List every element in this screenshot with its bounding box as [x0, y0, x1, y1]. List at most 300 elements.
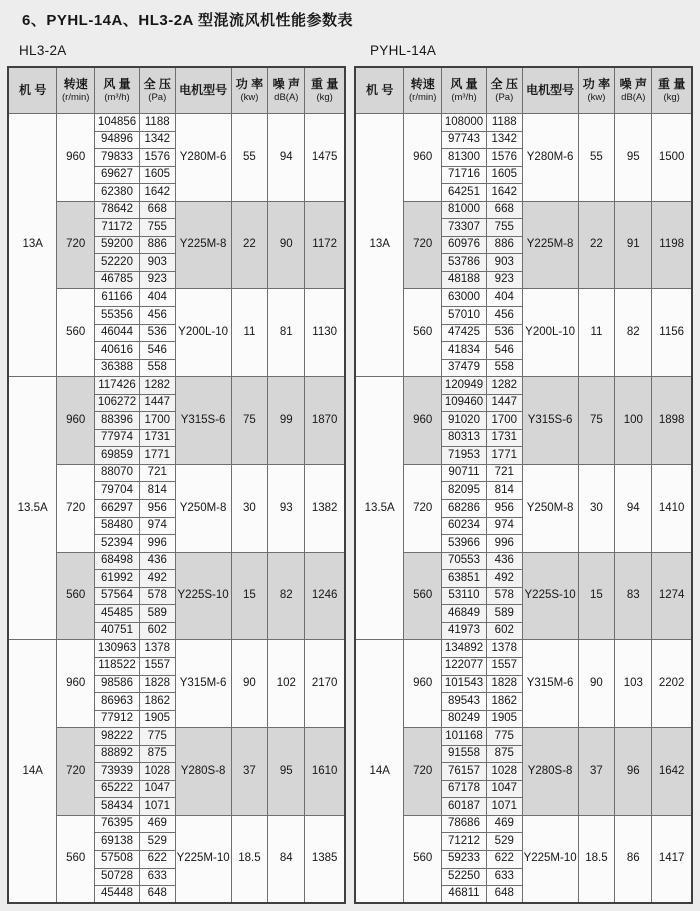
cell-pressure: 886 [139, 236, 175, 254]
cell-pressure: 404 [486, 289, 522, 307]
cell-motor: Y225M-10 [175, 815, 231, 903]
cell-weight: 1642 [652, 728, 692, 816]
cell-airflow: 61992 [95, 570, 140, 588]
cell-pressure: 578 [139, 587, 175, 605]
cell-airflow: 71172 [95, 219, 140, 237]
cell-weight: 1870 [305, 377, 345, 465]
cell-pressure: 546 [139, 342, 175, 360]
cell-pressure: 996 [139, 535, 175, 553]
cell-airflow: 76395 [95, 815, 140, 833]
cell-airflow: 91020 [442, 412, 487, 430]
cell-weight: 1898 [652, 377, 692, 465]
cell-pressure: 1605 [486, 166, 522, 184]
cell-motor: Y315M-6 [175, 640, 231, 728]
cell-noise: 102 [268, 640, 305, 728]
col-header-unit: (Pa) [495, 91, 514, 103]
table-row [8, 289, 345, 307]
cell-airflow: 60187 [442, 798, 487, 816]
cell-pressure: 633 [486, 868, 522, 886]
cell-speed: 720 [57, 728, 95, 816]
cell-weight: 2202 [652, 640, 692, 728]
spec-table-hl3-2a [7, 66, 346, 904]
cell-airflow: 77912 [95, 710, 140, 728]
cell-airflow: 68498 [95, 552, 140, 570]
cell-pressure: 974 [139, 517, 175, 535]
table-row [8, 552, 345, 570]
cell-airflow: 40616 [95, 342, 140, 360]
cell-pressure: 755 [486, 219, 522, 237]
cell-motor: Y250M-8 [522, 464, 578, 552]
cell-airflow: 55356 [95, 307, 140, 325]
cell-speed: 560 [57, 815, 95, 903]
cell-airflow: 94896 [95, 131, 140, 149]
table-row [355, 201, 692, 219]
tables-container [0, 30, 700, 904]
col-header-motor [522, 67, 578, 114]
cell-pressure: 648 [486, 886, 522, 904]
cell-pressure: 1700 [486, 412, 522, 430]
col-header-main: 功 率 [582, 77, 611, 92]
cell-pressure: 589 [486, 605, 522, 623]
cell-motor: Y225S-10 [175, 552, 231, 640]
cell-power: 22 [578, 201, 615, 289]
table-label: HL3-2A [19, 43, 67, 58]
cell-pressure: 1576 [139, 149, 175, 167]
cell-model: 13.5A [355, 377, 404, 640]
cell-pressure: 492 [486, 570, 522, 588]
cell-pressure: 1378 [486, 640, 522, 658]
col-header-unit: dB(A) [621, 91, 646, 103]
cell-pressure: 775 [486, 728, 522, 746]
cell-weight: 1274 [652, 552, 692, 640]
cell-airflow: 77974 [95, 429, 140, 447]
cell-pressure: 923 [139, 271, 175, 289]
cell-speed: 560 [57, 289, 95, 377]
cell-pressure: 903 [139, 254, 175, 272]
cell-airflow: 57564 [95, 587, 140, 605]
cell-airflow: 59200 [95, 236, 140, 254]
cell-airflow: 45448 [95, 886, 140, 904]
cell-noise: 83 [615, 552, 652, 640]
cell-pressure: 903 [486, 254, 522, 272]
spec-table-pyhl-14a [354, 66, 693, 904]
cell-power: 90 [231, 640, 268, 728]
cell-speed: 720 [404, 728, 442, 816]
cell-pressure: 1447 [139, 394, 175, 412]
col-header-weight [652, 67, 692, 114]
cell-pressure: 589 [139, 605, 175, 623]
cell-noise: 100 [615, 377, 652, 465]
cell-pressure: 558 [486, 359, 522, 377]
col-header-main: 重 量 [658, 77, 686, 92]
col-header-model [355, 67, 404, 114]
cell-pressure: 1771 [139, 447, 175, 465]
cell-speed: 960 [57, 114, 95, 202]
cell-noise: 93 [268, 464, 305, 552]
cell-airflow: 134892 [442, 640, 487, 658]
cell-pressure: 1447 [486, 394, 522, 412]
cell-airflow: 117426 [95, 377, 140, 395]
col-header-model [8, 67, 57, 114]
cell-airflow: 130963 [95, 640, 140, 658]
cell-airflow: 81300 [442, 149, 487, 167]
cell-speed: 560 [404, 552, 442, 640]
cell-airflow: 76157 [442, 763, 487, 781]
cell-airflow: 63000 [442, 289, 487, 307]
table-row [355, 289, 692, 307]
cell-power: 75 [578, 377, 615, 465]
cell-pressure: 1828 [139, 675, 175, 693]
col-header-main: 风 量 [450, 77, 478, 92]
cell-pressure: 622 [139, 850, 175, 868]
col-header-unit: (kg) [663, 91, 680, 103]
cell-pressure: 923 [486, 271, 522, 289]
cell-airflow: 71212 [442, 833, 487, 851]
cell-pressure: 1071 [486, 798, 522, 816]
cell-pressure: 1905 [139, 710, 175, 728]
cell-airflow: 68286 [442, 500, 487, 518]
cell-pressure: 875 [486, 745, 522, 763]
cell-power: 55 [578, 114, 615, 202]
cell-airflow: 82095 [442, 482, 487, 500]
cell-weight: 1172 [305, 201, 345, 289]
page-title: 6、PYHL-14A、HL3-2A 型混流风机性能参数表 [22, 12, 353, 29]
cell-speed: 960 [57, 377, 95, 465]
cell-pressure: 721 [139, 464, 175, 482]
header-row [355, 67, 692, 114]
cell-airflow: 69859 [95, 447, 140, 465]
cell-speed: 720 [57, 201, 95, 289]
cell-airflow: 73307 [442, 219, 487, 237]
table-row [8, 728, 345, 746]
cell-power: 11 [231, 289, 268, 377]
cell-speed: 960 [404, 640, 442, 728]
cell-motor: Y280S-8 [522, 728, 578, 816]
cell-weight: 1417 [652, 815, 692, 903]
cell-pressure: 456 [139, 307, 175, 325]
cell-pressure: 775 [139, 728, 175, 746]
table-row [355, 640, 692, 658]
cell-noise: 94 [268, 114, 305, 202]
cell-power: 15 [578, 552, 615, 640]
cell-airflow: 97743 [442, 131, 487, 149]
cell-weight: 1410 [652, 464, 692, 552]
cell-power: 37 [231, 728, 268, 816]
cell-airflow: 41834 [442, 342, 487, 360]
cell-pressure: 875 [139, 745, 175, 763]
col-header-pressure [486, 67, 522, 114]
cell-airflow: 36388 [95, 359, 140, 377]
cell-pressure: 1047 [139, 780, 175, 798]
col-header-unit: (kw) [240, 91, 259, 103]
cell-noise: 96 [615, 728, 652, 816]
cell-pressure: 648 [139, 886, 175, 904]
cell-pressure: 956 [486, 500, 522, 518]
cell-model: 13A [8, 114, 57, 377]
cell-airflow: 63851 [442, 570, 487, 588]
cell-airflow: 80313 [442, 429, 487, 447]
table-row [8, 464, 345, 482]
cell-pressure: 436 [486, 552, 522, 570]
cell-airflow: 104856 [95, 114, 140, 132]
cell-pressure: 529 [139, 833, 175, 851]
cell-pressure: 1188 [139, 114, 175, 132]
cell-weight: 1246 [305, 552, 345, 640]
cell-airflow: 79704 [95, 482, 140, 500]
cell-pressure: 1282 [486, 377, 522, 395]
cell-speed: 720 [57, 464, 95, 552]
cell-pressure: 633 [139, 868, 175, 886]
col-header-unit: (r/min) [62, 91, 90, 103]
table-row [355, 815, 692, 833]
cell-airflow: 41973 [442, 622, 487, 640]
cell-motor: Y280M-6 [522, 114, 578, 202]
cell-pressure: 814 [139, 482, 175, 500]
cell-noise: 90 [268, 201, 305, 289]
cell-pressure: 469 [139, 815, 175, 833]
cell-airflow: 71953 [442, 447, 487, 465]
cell-pressure: 755 [139, 219, 175, 237]
cell-pressure: 1771 [486, 447, 522, 465]
col-header-main: 噪 声 [619, 77, 647, 92]
cell-speed: 960 [404, 377, 442, 465]
cell-airflow: 67178 [442, 780, 487, 798]
col-header-noise [615, 67, 652, 114]
cell-model: 13A [355, 114, 404, 377]
cell-airflow: 60234 [442, 517, 487, 535]
cell-airflow: 89543 [442, 693, 487, 711]
cell-pressure: 404 [139, 289, 175, 307]
cell-noise: 91 [615, 201, 652, 289]
cell-speed: 560 [404, 815, 442, 903]
cell-power: 30 [231, 464, 268, 552]
cell-noise: 86 [615, 815, 652, 903]
col-header-main: 电机型号 [526, 82, 575, 97]
cell-pressure: 886 [486, 236, 522, 254]
col-header-main: 转速 [63, 77, 88, 92]
cell-airflow: 52220 [95, 254, 140, 272]
cell-airflow: 65222 [95, 780, 140, 798]
cell-airflow: 88070 [95, 464, 140, 482]
col-header-pressure [139, 67, 175, 114]
cell-pressure: 974 [486, 517, 522, 535]
cell-noise: 95 [615, 114, 652, 202]
cell-motor: Y280M-6 [175, 114, 231, 202]
cell-motor: Y225M-10 [522, 815, 578, 903]
cell-speed: 560 [57, 552, 95, 640]
cell-noise: 94 [615, 464, 652, 552]
cell-weight: 1475 [305, 114, 345, 202]
cell-pressure: 1188 [486, 114, 522, 132]
col-header-unit: (m³/h) [104, 91, 130, 103]
cell-airflow: 98586 [95, 675, 140, 693]
cell-weight: 1500 [652, 114, 692, 202]
cell-airflow: 120949 [442, 377, 487, 395]
cell-power: 22 [231, 201, 268, 289]
col-header-motor [175, 67, 231, 114]
cell-model: 14A [355, 640, 404, 903]
cell-motor: Y225M-8 [175, 201, 231, 289]
cell-pressure: 1282 [139, 377, 175, 395]
cell-power: 37 [578, 728, 615, 816]
cell-pressure: 1642 [486, 184, 522, 202]
cell-airflow: 46849 [442, 605, 487, 623]
cell-speed: 720 [404, 464, 442, 552]
cell-model: 13.5A [8, 377, 57, 640]
col-header-main: 全 压 [143, 77, 171, 92]
cell-airflow: 69138 [95, 833, 140, 851]
col-header-power [578, 67, 615, 114]
cell-pressure: 529 [486, 833, 522, 851]
cell-airflow: 70553 [442, 552, 487, 570]
cell-pressure: 668 [139, 201, 175, 219]
cell-airflow: 79833 [95, 149, 140, 167]
cell-airflow: 78686 [442, 815, 487, 833]
cell-pressure: 456 [486, 307, 522, 325]
cell-power: 75 [231, 377, 268, 465]
cell-noise: 84 [268, 815, 305, 903]
cell-airflow: 88892 [95, 745, 140, 763]
cell-airflow: 48188 [442, 271, 487, 289]
cell-pressure: 1071 [139, 798, 175, 816]
col-header-unit: (r/min) [409, 91, 437, 103]
cell-airflow: 57010 [442, 307, 487, 325]
cell-noise: 82 [615, 289, 652, 377]
cell-pressure: 536 [486, 324, 522, 342]
table-label: PYHL-14A [370, 43, 437, 58]
table-row [8, 640, 345, 658]
cell-airflow: 78642 [95, 201, 140, 219]
cell-airflow: 40751 [95, 622, 140, 640]
col-header-noise [268, 67, 305, 114]
table-block-pyhl-14a [354, 30, 693, 904]
cell-airflow: 46811 [442, 886, 487, 904]
col-header-unit: (kg) [316, 91, 333, 103]
cell-pressure: 1028 [139, 763, 175, 781]
cell-airflow: 59233 [442, 850, 487, 868]
header-row [8, 67, 345, 114]
cell-airflow: 46044 [95, 324, 140, 342]
col-header-main: 重 量 [311, 77, 339, 92]
cell-motor: Y225M-8 [522, 201, 578, 289]
cell-pressure: 1047 [486, 780, 522, 798]
cell-airflow: 98222 [95, 728, 140, 746]
cell-airflow: 90711 [442, 464, 487, 482]
cell-pressure: 1557 [139, 657, 175, 675]
cell-pressure: 1731 [486, 429, 522, 447]
cell-airflow: 66297 [95, 500, 140, 518]
cell-airflow: 50728 [95, 868, 140, 886]
cell-pressure: 1605 [139, 166, 175, 184]
cell-noise: 103 [615, 640, 652, 728]
table-row [8, 377, 345, 395]
table-block-hl3-2a [7, 30, 346, 904]
cell-pressure: 622 [486, 850, 522, 868]
cell-airflow: 45485 [95, 605, 140, 623]
cell-pressure: 1028 [486, 763, 522, 781]
cell-pressure: 1862 [486, 693, 522, 711]
col-header-main: 机 号 [19, 82, 47, 97]
col-header-speed [404, 67, 442, 114]
cell-airflow: 108000 [442, 114, 487, 132]
col-header-unit: (m³/h) [451, 91, 477, 103]
cell-weight: 1156 [652, 289, 692, 377]
table-row [355, 114, 692, 132]
cell-weight: 2170 [305, 640, 345, 728]
cell-pressure: 1731 [139, 429, 175, 447]
cell-airflow: 109460 [442, 394, 487, 412]
cell-airflow: 101543 [442, 675, 487, 693]
cell-airflow: 46785 [95, 271, 140, 289]
cell-airflow: 57508 [95, 850, 140, 868]
cell-pressure: 814 [486, 482, 522, 500]
col-header-airflow [442, 67, 487, 114]
cell-power: 30 [578, 464, 615, 552]
cell-airflow: 118522 [95, 657, 140, 675]
cell-noise: 82 [268, 552, 305, 640]
col-header-weight [305, 67, 345, 114]
table-row [355, 464, 692, 482]
catalog-page [0, 9, 700, 904]
col-header-main: 机 号 [366, 82, 394, 97]
col-header-unit: dB(A) [274, 91, 299, 103]
cell-speed: 960 [57, 640, 95, 728]
cell-speed: 720 [404, 201, 442, 289]
cell-weight: 1198 [652, 201, 692, 289]
cell-pressure: 956 [139, 500, 175, 518]
cell-model: 14A [8, 640, 57, 903]
cell-pressure: 492 [139, 570, 175, 588]
cell-power: 90 [578, 640, 615, 728]
cell-power: 15 [231, 552, 268, 640]
col-header-main: 功 率 [235, 77, 264, 92]
cell-noise: 95 [268, 728, 305, 816]
col-header-unit: (kw) [587, 91, 606, 103]
col-header-airflow [95, 67, 140, 114]
cell-pressure: 1576 [486, 149, 522, 167]
cell-motor: Y315S-6 [175, 377, 231, 465]
cell-power: 18.5 [578, 815, 615, 903]
cell-speed: 960 [404, 114, 442, 202]
cell-airflow: 80249 [442, 710, 487, 728]
cell-airflow: 53110 [442, 587, 487, 605]
cell-airflow: 58480 [95, 517, 140, 535]
cell-motor: Y315M-6 [522, 640, 578, 728]
cell-noise: 99 [268, 377, 305, 465]
cell-airflow: 60976 [442, 236, 487, 254]
cell-pressure: 558 [139, 359, 175, 377]
col-header-main: 噪 声 [272, 77, 300, 92]
cell-airflow: 91558 [442, 745, 487, 763]
col-header-unit: (Pa) [148, 91, 167, 103]
cell-pressure: 1557 [486, 657, 522, 675]
cell-pressure: 1642 [139, 184, 175, 202]
col-header-main: 风 量 [103, 77, 131, 92]
cell-power: 11 [578, 289, 615, 377]
cell-weight: 1385 [305, 815, 345, 903]
table-row [355, 552, 692, 570]
cell-pressure: 602 [486, 622, 522, 640]
table-row [8, 815, 345, 833]
cell-airflow: 58434 [95, 798, 140, 816]
table-row [355, 377, 692, 395]
table-row [8, 114, 345, 132]
col-header-main: 转速 [410, 77, 435, 92]
col-header-power [231, 67, 268, 114]
col-header-main: 全 压 [490, 77, 518, 92]
cell-pressure: 721 [486, 464, 522, 482]
cell-pressure: 1905 [486, 710, 522, 728]
